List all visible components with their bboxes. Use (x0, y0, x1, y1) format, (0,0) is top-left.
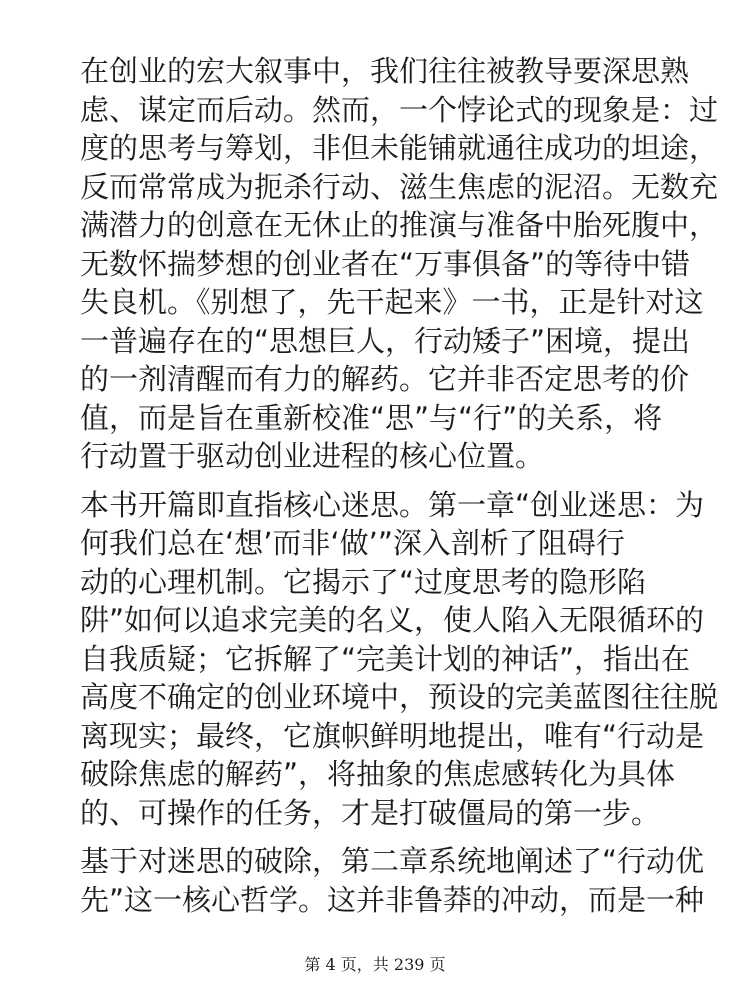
text-line: 的、可操作的任务，才是打破僵局的第一步。 (80, 795, 661, 830)
text-line: 基于对迷思的破除，第二章系统地阐述了“行动优 (80, 844, 705, 878)
paragraph-2 (80, 486, 719, 833)
paragraph-3 (80, 842, 705, 919)
text-line: 阱”如何以追求完美的名义，使人陷入无限循环的 (80, 603, 705, 637)
text-line: 虑、谋定而后动。然而，一个悖论式的现象是：过 (80, 92, 719, 127)
text-line: 度的思考与筹划，非但未能铺就通往成功的坦途， (80, 131, 719, 165)
text-line: 一普遍存在的“思想巨人，行动矮子”困境，提出 (80, 323, 691, 358)
text-line: 离现实；最终，它旗帜鲜明地提出，唯有“行动是 (80, 718, 705, 753)
text-line: 何我们总在‘想’而非‘做’”深入剖析了阻碍行 (80, 526, 625, 560)
text-line: 在创业的宏大叙事中，我们往往被教导要深思熟 (80, 54, 690, 88)
text-line: 失良机。《别想了，先干起来》一书，正是针对这 (80, 285, 704, 319)
text-line: 值，而是旨在重新校准“思”与“行”的关系，将 (80, 400, 663, 435)
text-line: 先”这一核心哲学。这并非鲁莽的冲动，而是一种 (80, 882, 705, 917)
text-line: 高度不确定的创业环境中，预设的完美蓝图往往脱 (80, 680, 719, 714)
text-line: 破除焦虑的解药”，将抽象的焦虑感转化为具体 (80, 757, 676, 791)
text-line: 的一剂清醒而有力的解药。它并非否定思考的价 (80, 362, 690, 396)
text-line: 行动置于驱动创业进程的核心位置。 (80, 439, 545, 473)
text-line: 动的心理机制。它揭示了“过度思考的隐形陷 (80, 564, 647, 599)
paragraph-1 (80, 52, 719, 476)
text-line: 反而常常成为扼杀行动、滋生焦虑的泥沼。无数充 (80, 169, 719, 204)
text-line: 本书开篇即直指核心迷思。第一章“创业迷思：为 (80, 487, 705, 522)
text-line: 无数怀揣梦想的创业者在“万事俱备”的等待中错 (80, 246, 691, 281)
text-line: 满潜力的创意在无休止的推演与准备中胎死腹中， (80, 208, 719, 242)
page-number-footer: 第 4 页，共 239 页 (304, 955, 446, 974)
document-body (80, 52, 719, 929)
text-line: 自我质疑；它拆解了“完美计划的神话”，指出在 (80, 641, 691, 676)
